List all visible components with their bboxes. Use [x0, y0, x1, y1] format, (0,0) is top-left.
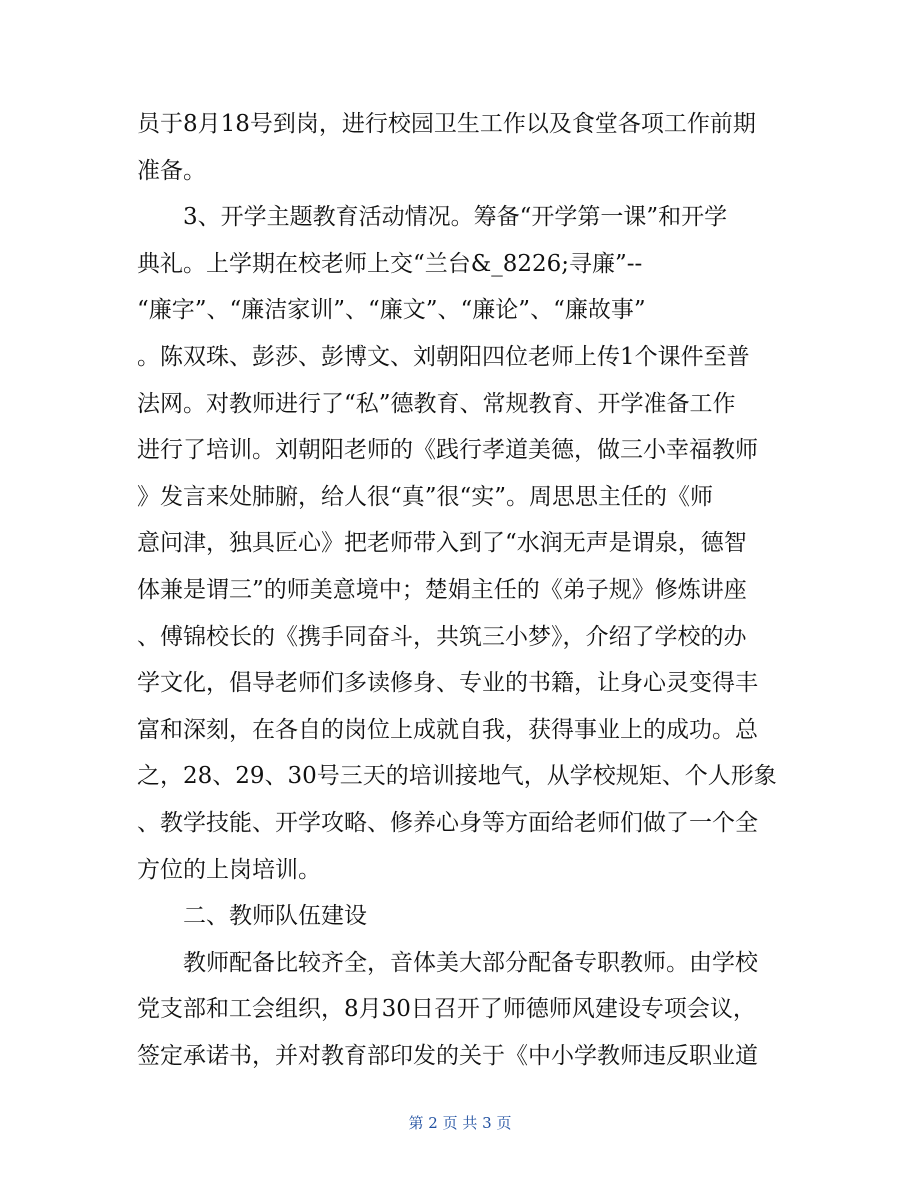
text-line: 意问津，独具匠心》把老师带入到了“水润无声是谓泉，德智 — [137, 530, 747, 557]
text-line: “廉字”、“廉洁家训”、“廉文”、“廉论”、“廉故事” — [137, 297, 646, 324]
text-line: 学文化，倡导老师们多读修身、专业的书籍，让身心灵变得丰 — [137, 670, 758, 697]
text-line: 、傅锦校长的《携手同奋斗，共筑三小梦》，介绍了学校的办 — [137, 623, 747, 650]
page-number-footer: 第 2 页 共 3 页 — [408, 1114, 512, 1132]
text-line: 富和深刻，在各自的岗位上成就自我，获得事业上的成功。总 — [137, 716, 758, 743]
text-line: 法网。对教师进行了“私”德教育、常规教育、开学准备工作 — [137, 390, 736, 417]
text-line: 典礼。上学期在校老师上交“兰台&_8226;寻廉”-- — [137, 250, 643, 277]
document-body — [137, 101, 797, 1079]
section-heading: 二、教师队伍建设 — [137, 903, 367, 930]
text-line: 党支部和工会组织，8月30日召开了师德师风建设专项会议， — [137, 996, 756, 1023]
text-line: 体兼是谓三”的师美意境中；楚娟主任的《弟子规》修炼讲座 — [137, 576, 747, 603]
text-line: 3、开学主题教育活动情况。筹备“开学第一课”和开学 — [137, 204, 728, 231]
text-line: 签定承诺书，并对教育部印发的关于《中小学教师违反职业道 — [137, 1042, 758, 1069]
text-line: 进行了培训。刘朝阳老师的《践行孝道美德，做三小幸福教师 — [137, 437, 758, 464]
text-line: 、教学技能、开学攻略、修养心身等方面给老师们做了一个全 — [137, 809, 758, 836]
text-line: 教师配备比较齐全，音体美大部分配备专职教师。由学校 — [137, 949, 758, 976]
text-line: 员于8月18号到岗，进行校园卫生工作以及食堂各项工作前期 — [137, 111, 756, 137]
text-line: 方位的上岗培训。 — [137, 856, 321, 883]
text-line: 。陈双珠、彭莎、彭博文、刘朝阳四位老师上传1个课件至普 — [137, 343, 750, 370]
text-line: 准备。 — [137, 157, 206, 184]
text-line: 之，28、29、30号三天的培训接地气，从学校规矩、个人形象 — [137, 763, 777, 790]
text-line: 》发言来处肺腑，给人很“真”很“实”。周思思主任的《师 — [137, 483, 714, 510]
